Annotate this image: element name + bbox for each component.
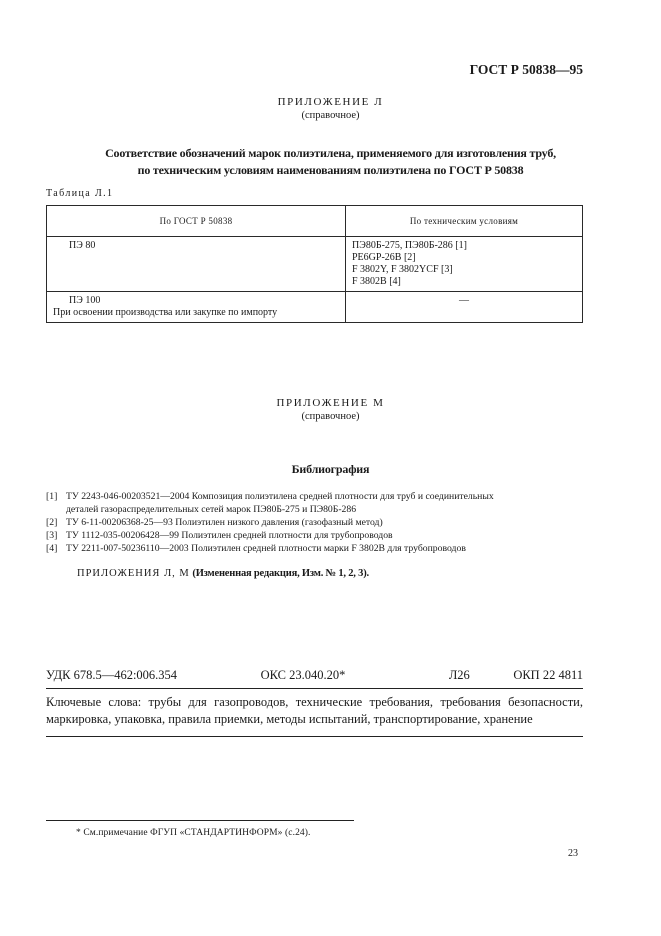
table-cell: [346, 237, 583, 292]
appendix-l-heading: [0, 145, 661, 179]
bib-text: ТУ 6-11-00206368-25—93 Полиэтилен низкого давления (газофазный метод): [66, 517, 383, 528]
grade-name: ПЭ 100: [69, 295, 101, 306]
appendix-l-subtitle: (справочное): [301, 110, 360, 121]
footnote: * См.примечание ФГУП «СТАНДАРТИНФОРМ» (с.24).: [76, 828, 311, 838]
tu-grade: PE6GP-26B [2]: [352, 252, 416, 263]
page-number: 23: [568, 848, 578, 859]
table-cell: [47, 237, 346, 292]
table-row: [47, 237, 583, 292]
appendix-l-heading-line2: по техническим условиям наименованиям полиэтилена по ГОСТ Р 50838: [137, 163, 524, 177]
list-item: [46, 529, 583, 542]
bib-text: ТУ 2211-007-50236110—2003 Полиэтилен средней плотности марки F 3802В для трубопроводов: [66, 543, 466, 554]
table-col1-header: По ГОСТ Р 50838: [47, 206, 346, 237]
tu-grade: ПЭ80Б-275, ПЭ80Б-286 [1]: [352, 240, 467, 251]
appendix-l-title: ПРИЛОЖЕНИЕ Л: [277, 96, 384, 108]
bib-number: [3]: [46, 530, 58, 541]
bibliography-heading: Библиография: [291, 462, 370, 476]
appendix-m-title: ПРИЛОЖЕНИЕ М: [276, 397, 385, 409]
list-item: [46, 516, 583, 529]
udk-code: УДК 678.5—462:006.354: [46, 668, 178, 682]
divider: [46, 736, 583, 737]
table-header-row: [47, 206, 583, 237]
footnote-divider: [46, 820, 354, 821]
correspondence-table: [46, 205, 583, 323]
appendix-l-heading-line1: Соответствие обозначений марок полиэтилена, применяемого для изготовления труб,: [105, 146, 556, 160]
tu-grade: F 3802B [4]: [352, 276, 401, 287]
divider: [46, 688, 583, 689]
appendix-note-bold: (Измененная редакция, Изм. № 1, 2, 3).: [192, 568, 369, 579]
bib-text: ТУ 2243-046-00203521—2004 Композиция полиэтилена средней плотности для труб и соединительных: [66, 491, 494, 502]
bibliography-list: [46, 490, 583, 555]
classification-codes: [46, 668, 583, 683]
bib-text-continued: деталей газораспределительных сетей марок ПЭ80Б-275 и ПЭ80Б-286: [66, 504, 357, 515]
table-cell: [47, 292, 346, 323]
list-item: [46, 490, 583, 516]
table-col2-header: По техническим условиям: [346, 206, 583, 237]
bib-number: [4]: [46, 543, 58, 554]
grade-note: При освоении производства или закупке по импорту: [53, 307, 278, 318]
standard-header: ГОСТ Р 50838—95: [469, 62, 583, 77]
oks-code: ОКС 23.040.20*: [260, 668, 346, 682]
appendix-change-note: [77, 568, 369, 579]
table-row: [47, 292, 583, 323]
keywords: Ключевые слова: трубы для газопроводов, технические требования, требования безопасности, маркировка, упаковка, правила приемки, методы испытаний, транспортирование, хранение: [46, 695, 583, 726]
tu-grade: —: [459, 295, 469, 306]
okp-code: ОКП 22 4811: [513, 668, 583, 682]
list-item: [46, 542, 583, 555]
bib-text: ТУ 1112-035-00206428—99 Полиэтилен средней плотности для трубопроводов: [66, 530, 393, 541]
appendix-m-subtitle: (справочное): [301, 411, 360, 422]
appendix-note-prefix: ПРИЛОЖЕНИЯ Л, М: [77, 568, 190, 579]
tu-grade: F 3802Y, F 3802YCF [3]: [352, 264, 453, 275]
group-code: Л26: [448, 668, 470, 682]
bib-number: [2]: [46, 517, 58, 528]
table-label: Таблица Л.1: [46, 188, 114, 199]
table-cell: [346, 292, 583, 323]
bib-number: [1]: [46, 491, 58, 502]
grade-name: ПЭ 80: [69, 240, 96, 251]
